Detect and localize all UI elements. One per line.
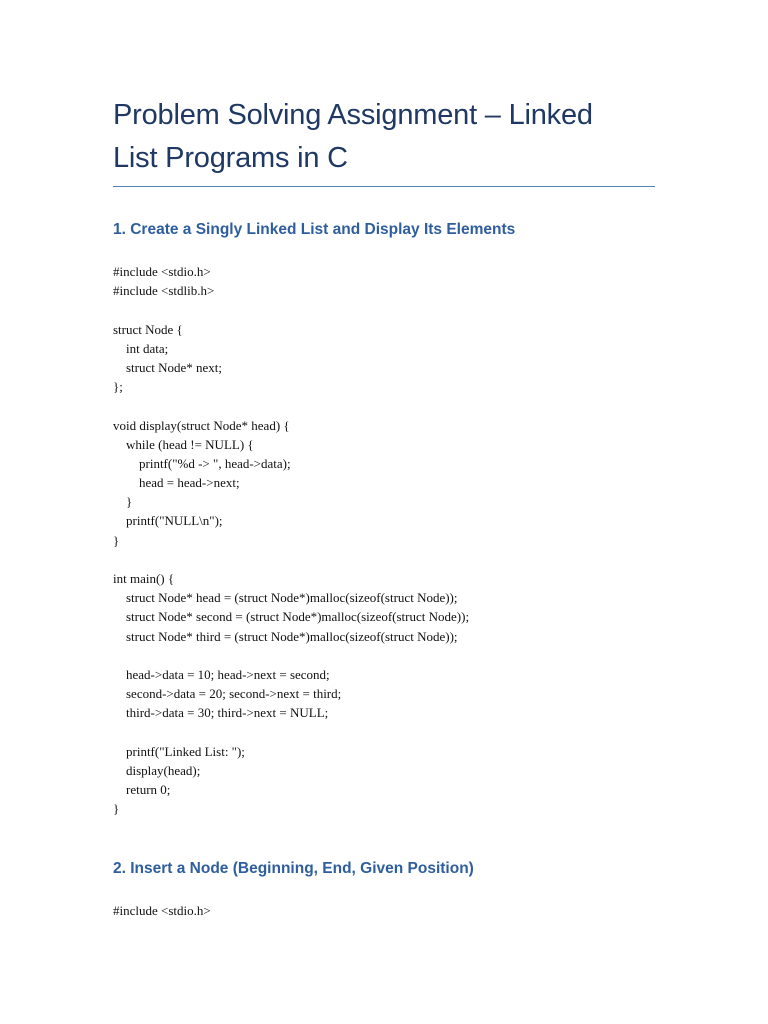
document-title: [113, 94, 655, 180]
code-block-2: [113, 901, 655, 920]
code-line: #include <stdio.h>: [113, 264, 211, 279]
code-line: }: [113, 494, 133, 510]
code-line: int main() {: [113, 571, 175, 586]
code-line: }: [113, 532, 120, 548]
title-line-2: List Programs in C: [113, 142, 348, 174]
code-line: [113, 723, 655, 742]
code-line: printf("Linked List: ");: [113, 743, 245, 759]
code-line: head->data = 10; head->next = second;: [113, 666, 330, 682]
code-line: };: [113, 379, 123, 395]
code-line: [113, 396, 655, 415]
code-line: display(head);: [113, 762, 201, 778]
code-line: struct Node* head = (struct Node*)malloc(sizeof(struct Node));: [113, 590, 458, 606]
title-line-1: Problem Solving Assignment – Linked: [113, 99, 593, 131]
code-line: struct Node* third = (struct Node*)malloc(sizeof(struct Node));: [113, 628, 458, 644]
code-line: third->data = 30; third->next = NULL;: [113, 705, 329, 721]
title-underline-rule: [113, 186, 655, 187]
code-line: [113, 550, 655, 569]
code-line: void display(struct Node* head) {: [113, 417, 290, 433]
section-heading-1: 1. Create a Singly Linked List and Display Its Elements: [113, 221, 516, 238]
code-line: printf("%d -> ", head->data);: [113, 455, 291, 471]
code-line: [113, 300, 655, 319]
code-line: head = head->next;: [113, 475, 240, 491]
code-line: #include <stdio.h>: [113, 903, 211, 919]
code-line: return 0;: [113, 782, 171, 798]
document-page: [113, 94, 655, 921]
code-line: struct Node* next;: [113, 359, 223, 375]
code-line: [113, 646, 655, 665]
code-line: struct Node {: [113, 321, 183, 337]
code-line: second->data = 20; second->next = third;: [113, 686, 342, 702]
code-line: int data;: [113, 340, 169, 356]
code-line: #include <stdlib.h>: [113, 283, 215, 299]
code-line: while (head != NULL) {: [113, 436, 254, 452]
section-heading-2: 2. Insert a Node (Beginning, End, Given Position): [113, 860, 474, 878]
code-line: printf("NULL\n");: [113, 513, 223, 529]
code-line: struct Node* second = (struct Node*)malloc(sizeof(struct Node));: [113, 609, 470, 625]
code-block-1: [113, 262, 655, 818]
code-line: }: [113, 801, 120, 817]
